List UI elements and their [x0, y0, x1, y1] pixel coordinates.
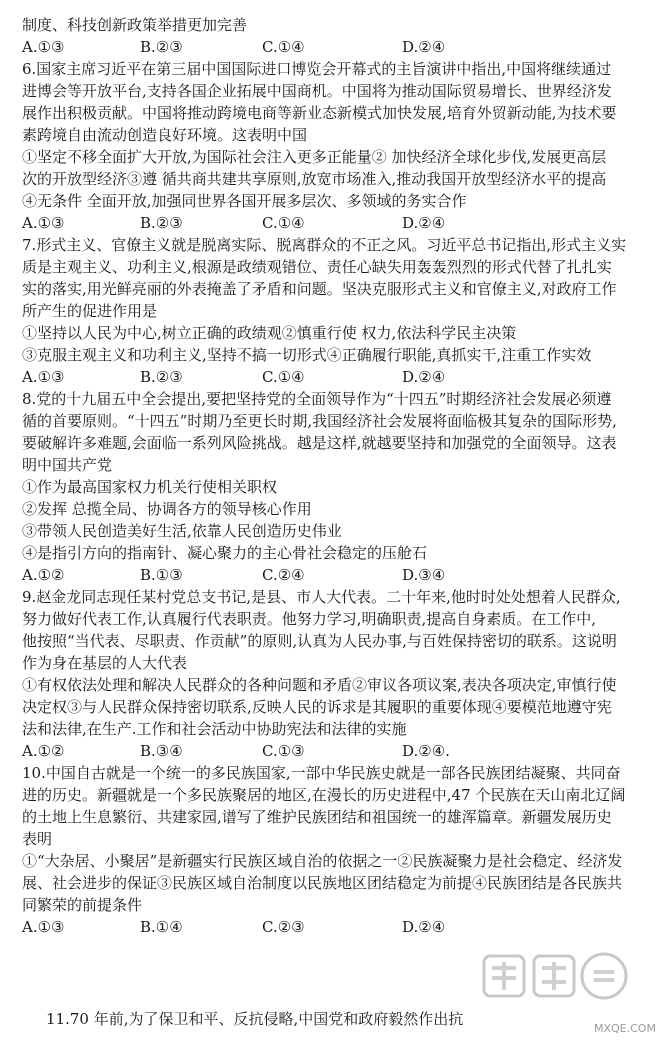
question-text-line: 8.党的十九届五中全会提出,要把坚持党的全面领导作为“十四五”时期经济社会发展必须遵 [22, 390, 612, 408]
choice-c[interactable]: C.②④ [262, 566, 305, 584]
option-text-line: ③带领人民创造美好生活,依靠人民创造历史伟业 [22, 522, 342, 540]
choice-b[interactable]: B.②③ [140, 214, 183, 232]
option-text-line: ①坚持以人民为中心,树立正确的政绩观②慎重行使 权力,依法科学民主决策 [22, 324, 517, 342]
choice-a[interactable]: A.①③ [22, 214, 65, 232]
question-text-line: 努力做好代表工作,认真履行代表职责。他努力学习,明确职责,提高自身素质。在工作中, [22, 610, 597, 628]
question-text-line: 所产生的促进作用是 [22, 302, 158, 320]
choice-b[interactable]: B.①④ [140, 918, 183, 936]
question-11-start: 11.70 年前,为了保卫和平、反抗侵略,中国党和政府毅然作出抗 [46, 1010, 464, 1028]
option-text-line: 次的开放型经济③遵 循共商共建共享原则,放宽市场准入,推动我国开放型经济水平的提高 [22, 170, 607, 188]
choice-a[interactable]: A.①③ [22, 368, 65, 386]
choice-d[interactable]: D.②④ [402, 38, 446, 56]
question-8 [22, 388, 646, 586]
answer-choices [22, 916, 646, 938]
option-text-line: ②发挥 总揽全局、协调各方的领导核心作用 [22, 500, 312, 518]
option-text-line: ①坚定不移全面扩大开放,为国际社会注入更多正能量② 加快经济全球化步伐,发展更高层 [22, 148, 607, 166]
choice-b[interactable]: B.②③ [140, 38, 183, 56]
choice-b[interactable]: B.③④ [140, 742, 183, 760]
question-9 [22, 586, 646, 762]
watermark-logo [476, 942, 646, 1012]
choice-a[interactable]: A.①② [22, 566, 65, 584]
option-text-line: ③克服主观主义和功利主义,坚持不搞一切形式④正确履行职能,真抓实干,注重工作实效 [22, 346, 592, 364]
option-text-line: 同繁荣的前提条件 [22, 896, 143, 914]
choice-d[interactable]: D.②④ [402, 214, 446, 232]
answer-choices [22, 564, 646, 586]
option-text-line: 法和法律,在生产.工作和社会活动中协助宪法和法律的实施 [22, 720, 407, 738]
question-text-line: 素跨境自由流动创造良好环境。这表明中国 [22, 126, 308, 144]
choice-d[interactable]: D.②④. [402, 742, 450, 760]
question-text-line: 实的落实,用光鲜亮丽的外表掩盖了矛盾和问题。坚决克服形式主义和官僚主义,对政府工作 [22, 280, 617, 298]
option-text-line: 展、社会进步的保证③民族区域自治制度以民族地区团结稳定为前提④民族团结是各民族共 [22, 874, 623, 892]
choice-c[interactable]: C.①④ [262, 214, 305, 232]
option-text-line: ①有权依法处理和解决人民群众的各种问题和矛盾②审议各项议案,表决各项决定,审慎行使 [22, 676, 617, 694]
question-7 [22, 234, 646, 388]
exam-page [22, 14, 646, 938]
question-text-line: 表明 [22, 830, 53, 848]
choice-c[interactable]: C.①④ [262, 38, 305, 56]
option-text-line: ①“大杂居、小聚居”是新疆实行民族区域自治的依据之一②民族凝聚力是社会稳定、经济发 [22, 852, 623, 870]
answer-choices [22, 740, 646, 762]
choice-a[interactable]: A.①③ [22, 918, 65, 936]
answer-choices [22, 212, 646, 234]
question-text-line: 7.形式主义、官僚主义就是脱离实际、脱离群众的不正之风。习近平总书记指出,形式主义实 [22, 236, 627, 254]
choice-b[interactable]: B.①③ [140, 566, 183, 584]
question-text-line: 10.中国自古就是一个统一的多民族国家,一部中华民族史就是一部各民族团结凝聚、共同奋 [22, 764, 621, 782]
question-text-line: 他按照“当代表、尽职责、作贡献”的原则,认真为人民办事,与百姓保持密切的联系。这说明 [22, 632, 617, 650]
choice-c[interactable]: C.①③ [262, 742, 305, 760]
answer-choices [22, 366, 646, 388]
option-text-line: ①作为最高国家权力机关行使相关职权 [22, 478, 278, 496]
choice-d[interactable]: D.②④ [402, 368, 446, 386]
question-text-line: 的土地上生息繁衍、共建家园,谱写了维护民族团结和祖国统一的雄浑篇章。新疆发展历史 [22, 808, 612, 826]
question-text-line: 9.赵金龙同志现任某村党总支书记,是县、市人大代表。二十年来,他时时处处想着人民群众, [22, 588, 621, 606]
option-text-line: 决定权③与人民群众保持密切联系,反映人民的诉求是其履职的重要体现④要模范地遵守宪 [22, 698, 612, 716]
choice-a[interactable]: A.①② [22, 742, 65, 760]
choice-c[interactable]: C.②③ [262, 918, 305, 936]
question-text-line: 进的历史。新疆就是一个多民族聚居的地区,在漫长的历史进程中,47 个民族在天山南北辽阔 [22, 786, 626, 804]
question-6 [22, 58, 646, 234]
question-text-line: 循的首要原则。“十四五”时期乃至更长时期,我国经济社会发展将面临极其复杂的国际形势, [22, 412, 617, 430]
watermark-subtext: MXQE.COM [594, 1022, 656, 1035]
choice-b[interactable]: B.②③ [140, 368, 183, 386]
question-text-line: 作为身在基层的人大代表 [22, 654, 188, 672]
choice-d[interactable]: D.②④ [402, 918, 446, 936]
text-line: 制度、科技创新政策举措更加完善 [22, 16, 248, 34]
answer-choices [22, 36, 646, 58]
question-text-line: 要破解许多难题,会面临一系列风险挑战。越是这样,就越要坚持和加强党的全面领导。这表 [22, 434, 617, 452]
question-10 [22, 762, 646, 938]
prev-question-tail [22, 14, 646, 58]
question-text-line: 展作出积极贡献。中国将推动跨境电商等新业态新模式加快发展,培育外贸新动能,为技术要 [22, 104, 617, 122]
choice-a[interactable]: A.①③ [22, 38, 65, 56]
option-text-line: ④是指引方向的指南针、凝心聚力的主心骨社会稳定的压舱石 [22, 544, 428, 562]
choice-d[interactable]: D.③④ [402, 566, 446, 584]
option-text-line: ④无条件 全面开放,加强同世界各国开展多层次、多领域的务实合作 [22, 192, 467, 210]
question-text-line: 6.国家主席习近平在第三届中国国际进口博览会开幕式的主旨演讲中指出,中国将继续通过 [22, 60, 612, 78]
choice-c[interactable]: C.①④ [262, 368, 305, 386]
question-text-line: 明中国共产党 [22, 456, 113, 474]
question-text-line: 进博会等开放平台,支持各国企业拓展中国商机。中国将为推动国际贸易增长、世界经济发 [22, 82, 612, 100]
question-text-line: 质是主观主义、功利主义,根源是政绩观错位、责任心缺失用轰轰烈烈的形式代替了扎扎实 [22, 258, 612, 276]
